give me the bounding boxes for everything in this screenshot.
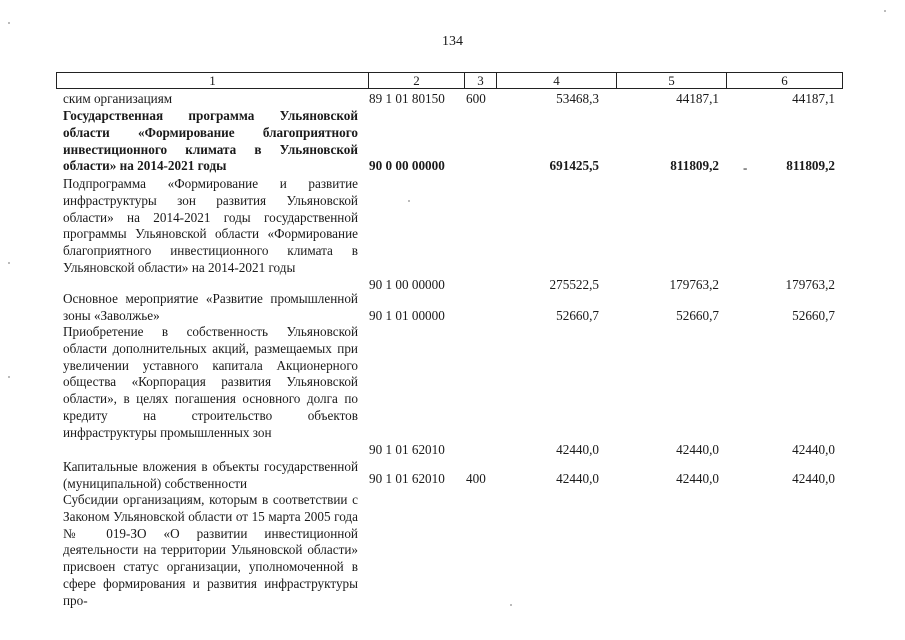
row-description: ским организациям (63, 91, 173, 106)
scan-speck (408, 200, 410, 202)
row-description: Подпрограмма «Формирование и развитие инфраструктуры зон развития Ульяновской области» на 2014-2021 годы государственной программы Ульяновской области «Формирование благоприятного инвестиционного климата в Ульяновской области» на 2014-2021 годы (63, 176, 358, 275)
row-value-col5: 52660,7 (676, 308, 719, 323)
row-value-col5: 42440,0 (676, 471, 719, 486)
row-value-col4: 53468,3 (556, 91, 599, 106)
row-value-col5: 811809,2 (670, 158, 719, 173)
scan-speck (8, 22, 10, 24)
scan-speck (8, 376, 10, 378)
scan-speck (510, 604, 512, 606)
row-code: 90 1 01 62010 (369, 471, 445, 486)
header-col-3: 3 (465, 73, 497, 88)
row-value-col6: 179763,2 (785, 277, 835, 292)
row-description: Субсидии организациям, которым в соответствии с Законом Ульяновской области от 15 марта 2005 года № 019-ЗО «О развитии инвестиционной деятельности на территории Ульяновской области» присвоен статус организации, уполномоченной в сфере формирования и развития инфраструктуры про- (63, 492, 358, 608)
row-code: 90 1 01 62010 (369, 442, 445, 457)
row-code: 90 0 00 00000 (369, 158, 445, 173)
header-col-4: 4 (497, 73, 617, 88)
row-description: Основное мероприятие «Развитие промышленной зоны «Заволжье» (63, 291, 358, 323)
row-value-col4: 52660,7 (556, 308, 599, 323)
page-number: 134 (442, 34, 463, 49)
row-value-col6: 42440,0 (792, 471, 835, 486)
row-value-col5: 179763,2 (669, 277, 719, 292)
row-value-col5: 44187,1 (676, 91, 719, 106)
row-value-col6: 52660,7 (792, 308, 835, 323)
row-value-col6: 811809,2 (786, 158, 835, 173)
scan-speck (884, 10, 886, 12)
row-value-col4: 275522,5 (549, 277, 599, 292)
row-expense-type: 400 (466, 471, 486, 486)
table-header-row (56, 72, 843, 89)
row-value-col4: 42440,0 (556, 442, 599, 457)
row-value-col4: 42440,0 (556, 471, 599, 486)
header-col-2: 2 (369, 73, 465, 88)
row-code: 90 1 01 00000 (369, 308, 445, 323)
header-col-1: 1 (57, 73, 369, 88)
row-value-col4: 691425,5 (549, 158, 599, 173)
row-code: 90 1 00 00000 (369, 277, 445, 292)
scan-speck (8, 262, 10, 264)
header-col-5: 5 (617, 73, 727, 88)
row-expense-type: 600 (466, 91, 486, 106)
row-description: Государственная программа Ульяновской области «Формирование благоприятного инвестиционного климата в Ульяновской области» на 2014-2021 годы (63, 108, 358, 174)
stray-dash-mark: - (743, 160, 748, 175)
row-value-col6: 44187,1 (792, 91, 835, 106)
row-value-col5: 42440,0 (676, 442, 719, 457)
row-value-col6: 42440,0 (792, 442, 835, 457)
row-description: Капитальные вложения в объекты государственной (муниципальной) собственности (63, 459, 358, 491)
row-code: 89 1 01 80150 (369, 91, 445, 106)
row-description: Приобретение в собственность Ульяновской области дополнительных акций, размещаемых при увеличении уставного капитала Акционерного общества «Корпорация развития Ульяновской области», в целях погашения основного долга по кредиту на строительство объектов инфраструктуры промышленных зон (63, 324, 358, 440)
header-col-6: 6 (781, 73, 788, 88)
